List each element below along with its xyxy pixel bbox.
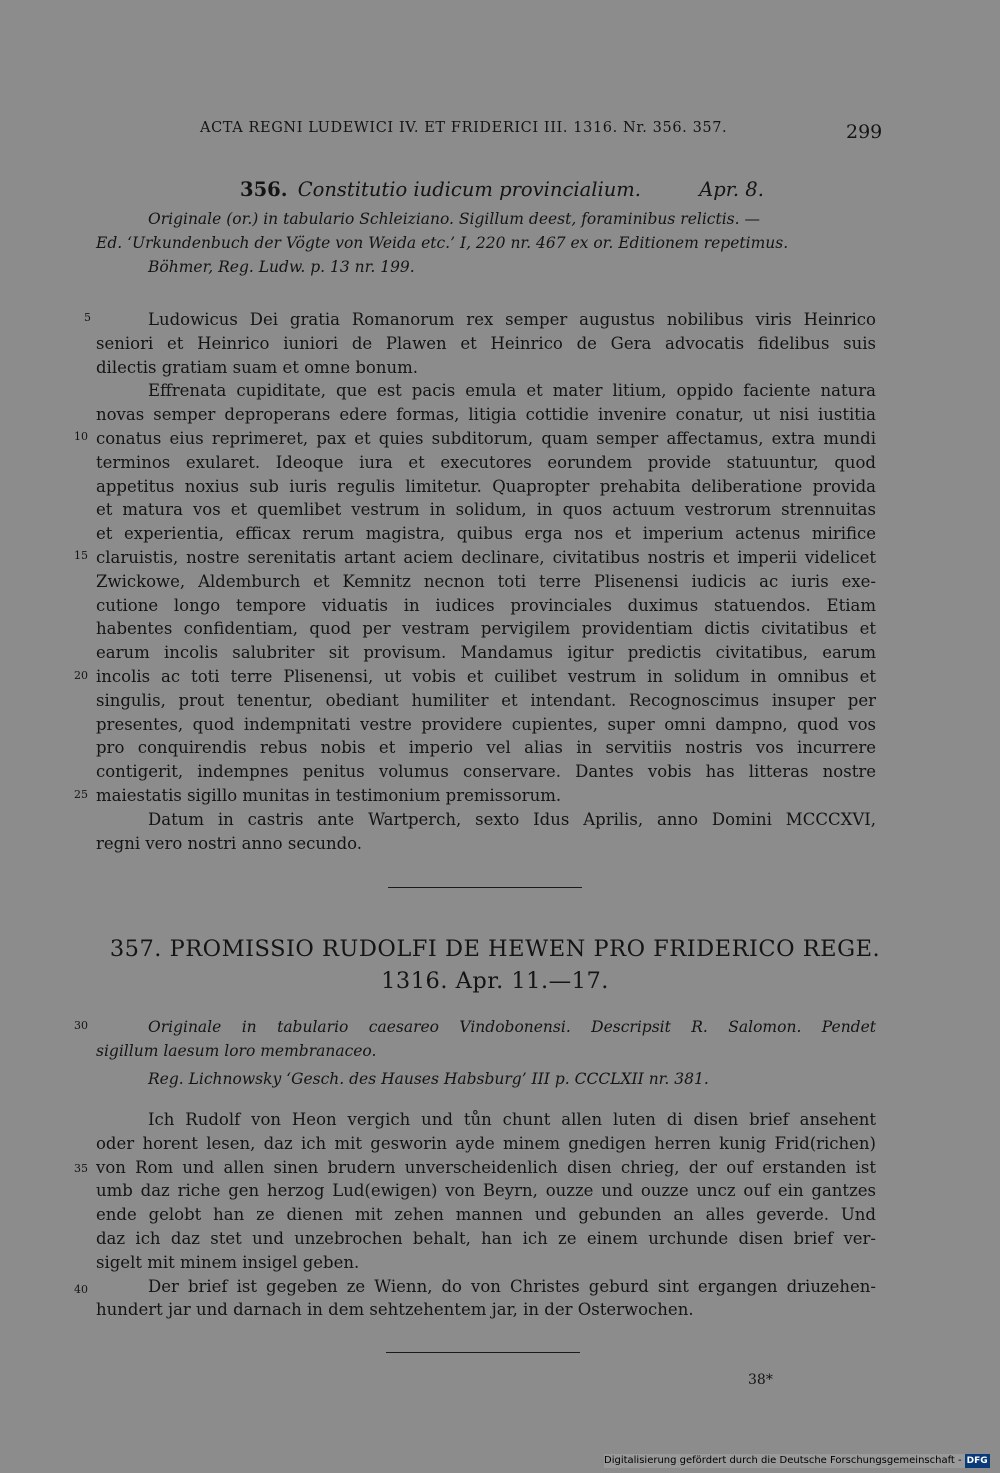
- line-number: 20: [74, 669, 88, 682]
- text-line: Datum in castris ante Wartperch, sexto Idus Aprilis, anno Domini MCCCXVI,: [148, 809, 876, 829]
- doc357-date: 1316. Apr. 11.—17.: [381, 968, 609, 994]
- line-number: 10: [74, 430, 88, 443]
- line-number: 35: [74, 1162, 88, 1175]
- text-line: habentes confidentiam, quod per vestram pervigilem providentiam dictis civitatibus et: [96, 619, 876, 639]
- section-divider: [386, 1352, 580, 1353]
- doc356-date: Apr. 8.: [699, 178, 764, 201]
- footer-text: Digitalisierung gefördert durch die Deutsche Forschungsgemeinschaft -: [604, 1455, 962, 1466]
- text-line: claruistis, nostre serenitatis artant aciem declinare, civitatibus nostris et imperii videlicet: [96, 547, 876, 567]
- doc356-source-line: Ed. ‘Urkundenbuch der Vögte von Weida etc.’ I, 220 nr. 467 ex or. Editionem repetimus.: [96, 234, 789, 252]
- text-line: cutione longo tempore viduatis in iudices provinciales duximus statuendos. Etiam: [96, 595, 876, 615]
- text-line: maiestatis sigillo munitas in testimonium premissorum.: [96, 785, 562, 805]
- doc356-title: Constitutio iudicum provincialium.: [297, 178, 641, 201]
- doc356-body: [96, 308, 876, 855]
- text-line: et matura vos et quemlibet vestrum in solidum, in quos actuum vestrorum strennuitas: [96, 500, 876, 520]
- text-line: earum incolis salubriter sit provisum. Mandamus igitur predictis civitatibus, earum: [96, 643, 876, 663]
- text-line: pro conquirendis rebus nobis et imperio vel alias in servitiis nostris vos incurrere: [96, 738, 876, 758]
- doc356-source-line: Originale (or.) in tabulario Schleiziano. Sigillum deest, foraminibus relictis. —: [148, 210, 760, 228]
- doc356-source-line: Böhmer, Reg. Ludw. p. 13 nr. 199.: [148, 258, 415, 276]
- line-number: 15: [74, 549, 88, 562]
- section-divider: [388, 887, 582, 888]
- doc357-source-line: Reg. Lichnowsky ‘Gesch. des Hauses Habsburg’ III p. CCCLXII nr. 381.: [148, 1070, 709, 1088]
- text-line: Ich Rudolf von Heon vergich und tůn chunt allen luten di disen brief ansehent: [148, 1110, 876, 1129]
- doc357-title: 357. PROMISSIO RUDOLFI DE HEWEN PRO FRIDERICO REGE.: [109, 936, 881, 962]
- doc356-number: 356.: [240, 178, 288, 201]
- running-title: ACTA REGNI LUDEWICI IV. ET FRIDERICI III. 1316. Nr. 356. 357.: [200, 120, 728, 136]
- text-line: Effrenata cupiditate, que est pacis emula et mater litium, oppido faciente natura: [148, 381, 876, 401]
- doc357-source-line: sigillum laesum loro membranaceo.: [96, 1042, 377, 1060]
- doc357-body: [96, 1108, 876, 1322]
- text-line: contigerit, indempnes penitus volumus conservare. Dantes vobis has litteras nostre: [96, 762, 876, 782]
- line-number: 25: [74, 788, 88, 801]
- doc356-heading: [240, 178, 764, 201]
- dfg-logo: DFG: [966, 1456, 988, 1466]
- text-line: presentes, quod indempnitati vestre providere cupientes, super omni dampno, quod vos: [96, 714, 876, 734]
- text-line: incolis ac toti terre Plisenensi, ut vobis et cuilibet vestrum in solidum in omnibus et: [96, 666, 876, 686]
- text-line: regni vero nostri anno secundo.: [96, 833, 363, 853]
- text-line: seniori et Heinrico iuniori de Plawen et Heinrico de Gera advocatis fidelibus suis: [96, 333, 876, 353]
- text-line: et experientia, efficax rerum magistra, quibus erga nos et imperium actenus mirifice: [96, 524, 876, 544]
- line-number: 40: [74, 1283, 88, 1296]
- line-number: 5: [84, 311, 91, 324]
- text-line: terminos exularet. Ideoque iura et executores eorundem provide statuuntur, quod: [96, 452, 876, 472]
- digitization-footer: [604, 1454, 988, 1468]
- signature-mark: 38*: [748, 1372, 773, 1388]
- page-number: 299: [846, 121, 883, 143]
- text-line: oder horent lesen, daz ich mit gesworin ayde minem gnedigen herren kunig Frid(richen): [96, 1133, 876, 1153]
- text-line: von Rom und allen sinen brudern unverscheidenlich disen chrieg, der ouf erstanden ist: [96, 1157, 876, 1177]
- text-line: Ludowicus Dei gratia Romanorum rex semper augustus nobilibus viris Heinrico: [148, 310, 876, 329]
- text-line: dilectis gratiam suam et omne bonum.: [96, 357, 418, 377]
- text-line: singulis, prout tenentur, obediant humiliter et intendant. Recognoscimus insuper per: [96, 690, 876, 710]
- doc357-source-line: Originale in tabulario caesareo Vindobonensi. Descripsit R. Salomon. Pendet: [148, 1018, 876, 1036]
- text-line: sigelt mit minem insigel geben.: [96, 1252, 360, 1272]
- text-line: hundert jar und darnach in dem sehtzehentem jar, in der Osterwochen.: [96, 1300, 694, 1320]
- text-line: Zwickowe, Aldemburch et Kemnitz necnon toti terre Plisenensi iudicis ac iuris exe-: [96, 571, 876, 591]
- text-line: ende gelobt han ze dienen mit zehen mannen und gebunden an alles geverde. Und: [96, 1205, 876, 1225]
- text-line: daz ich daz stet und unzebrochen behalt, han ich ze einem urchunde disen brief ver-: [96, 1228, 876, 1248]
- text-line: appetitus noxius sub iuris regulis limitetur. Quapropter prehabita deliberatione provida: [96, 476, 876, 496]
- text-line: umb daz riche gen herzog Lud(ewigen) von Beyrn, ouzze und ouzze uncz ouf ein gantzes: [96, 1181, 876, 1201]
- text-line: Der brief ist gegeben ze Wienn, do von Christes geburd sint ergangen driuzehen-: [148, 1276, 876, 1296]
- line-number: 30: [74, 1019, 88, 1032]
- text-line: conatus eius reprimeret, pax et quies subditorum, quam semper affectamus, extra mundi: [96, 428, 876, 448]
- text-line: novas semper deproperans edere formas, litigia cottidie invenire conatur, ut nisi iustitia: [96, 405, 876, 425]
